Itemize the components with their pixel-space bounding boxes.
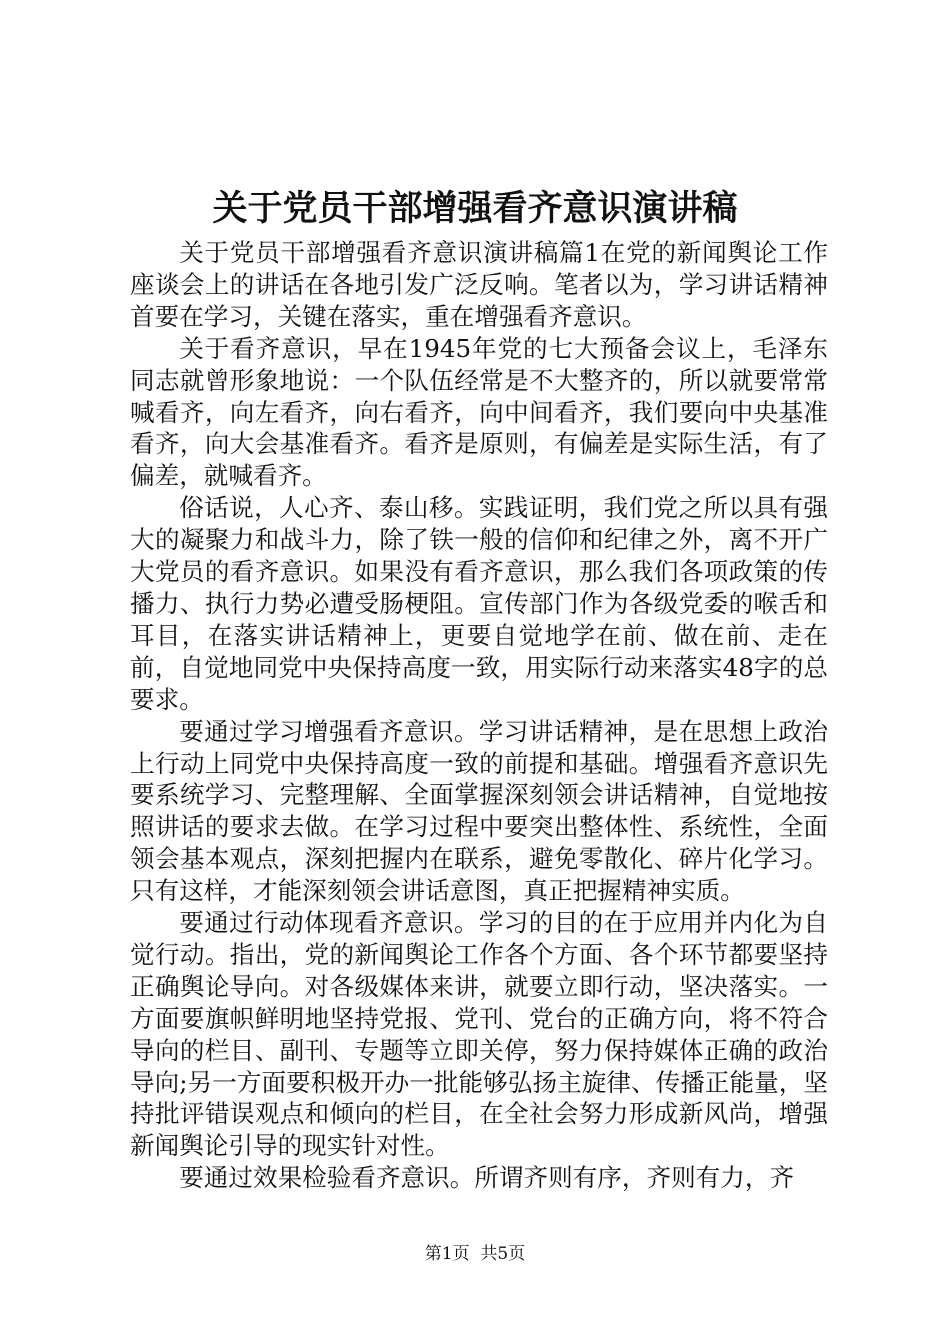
footer-spacer — [470, 1244, 481, 1264]
page-footer — [0, 1242, 950, 1266]
page-number: 第1页 — [424, 1244, 470, 1264]
paragraph-4: 要通过学习增强看齐意识。学习讲话精神，是在思想上政治上行动上同党中央保持高度一致的前提和基础。增强看齐意识先要系统学习、完整理解、全面掌握深刻领会讲话精神，自觉地按照讲话的要求去做。在学习过程中要突出整体性、系统性，全面领会基本观点，深刻把握内在联系，避免零散化、碎片化学习。只有这样，才能深刻领会讲话意图，真正把握精神实质。 — [130, 716, 828, 906]
document-title: 关于党员干部增强看齐意识演讲稿 — [212, 188, 738, 229]
paragraph-6: 要通过效果检验看齐意识。所谓齐则有序，齐则有力，齐 — [179, 1163, 795, 1193]
paragraph-3: 俗话说，人心齐、泰山移。实践证明，我们党之所以具有强大的凝聚力和战斗力，除了铁一般的信仰和纪律之外，离不开广大党员的看齐意识。如果没有看齐意识，那么我们各项政策的传播力、执行力势必遭受肠梗阻。宣传部门作为各级党委的喉舌和耳目，在落实讲话精神上，更要自觉地学在前、做在前、走在前，自觉地同党中央保持高度一致，用实际行动来落实48字的总要求。 — [130, 493, 828, 714]
paragraph-2: 关于看齐意识，早在1945年党的七大预备会议上，毛泽东同志就曾形象地说：一个队伍经常是不大整齐的，所以就要常常喊看齐，向左看齐，向右看齐，向中间看齐，我们要向中央基准看齐，向大会基准看齐。看齐是原则，有偏差是实际生活，有了偏差，就喊看齐。 — [130, 333, 828, 491]
page-total: 共5页 — [480, 1244, 526, 1264]
paragraph-1: 关于党员干部增强看齐意识演讲稿篇1在党的新闻舆论工作座谈会上的讲话在各地引发广泛反响。笔者以为，学习讲话精神首要在学习，关键在落实，重在增强看齐意识。 — [130, 238, 828, 331]
document-body — [130, 237, 828, 1194]
paragraph-5: 要通过行动体现看齐意识。学习的目的在于应用并内化为自觉行动。指出，党的新闻舆论工作各个方面、各个环节都要坚持正确舆论导向。对各级媒体来讲，就要立即行动，坚决落实。一方面要旗帜鲜明地坚持党报、党刊、党台的正确方向，将不符合导向的栏目、副刊、专题等立即关停，努力保持媒体正确的政治导向;另一方面要积极开办一批能够弘扬主旋律、传播正能量，坚持批评错误观点和倾向的栏目，在全社会努力形成新风尚，增强新闻舆论引导的现实针对性。 — [130, 908, 828, 1161]
